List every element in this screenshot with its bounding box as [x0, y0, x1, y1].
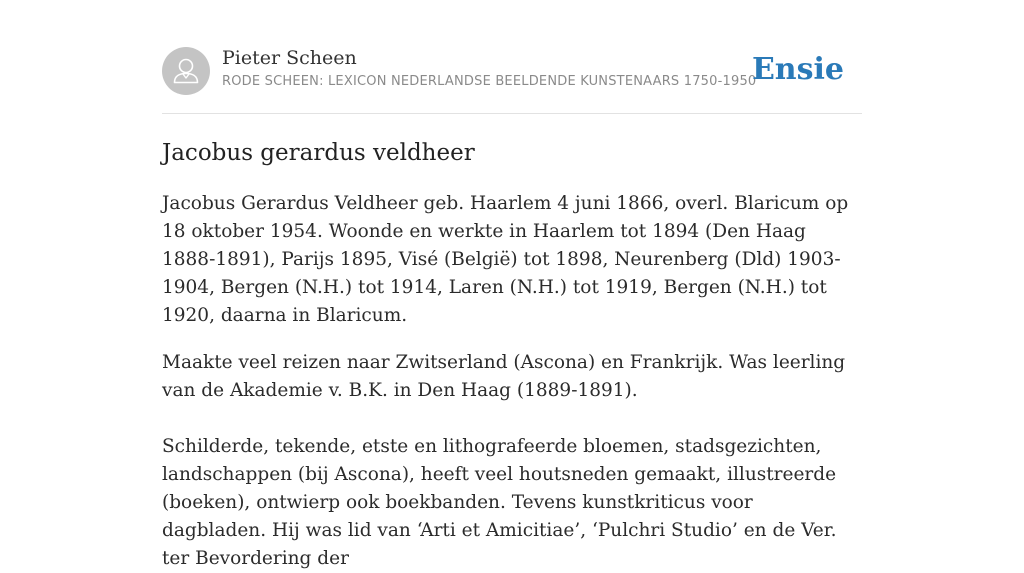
source-publication[interactable]: RODE SCHEEN: LEXICON NEDERLANDSE BEELDENDE KUNSTENAARS 1750-1950	[222, 74, 757, 89]
article-paragraph: Jacobus Gerardus Veldheer geb. Haarlem 4 juni 1866, overl. Blaricum op 18 oktober 1954. Woonde en werkte in Haarlem tot 1894 (Den Haag 1888-1891), Parijs 1895, Visé (België) tot 1898, Neurenberg (Dld) 1903-1904, Bergen (N.H.) tot 1914, Laren (N.H.) tot 1919, Bergen (N.H.) tot 1920, daarna in Blaricum.	[162, 193, 849, 326]
article-body	[162, 190, 862, 573]
article-title: Jacobus gerardus veldheer	[162, 140, 475, 166]
author-name[interactable]: Pieter Scheen	[222, 47, 357, 69]
author-header	[162, 46, 862, 98]
article-paragraph: Schilderde, tekende, etste en lithografeerde bloemen, stadsgezichten, landschappen (bij Ascona), heeft veel houtsneden gemaakt, illustreerde (boeken), ontwierp ook boekbanden. Tevens kunstkriticus voor dagbladen. Hij was lid van ‘Arti et Amicitiae’, ‘Pulchri Studio’ en de Ver. ter Bevordering der	[162, 436, 837, 569]
user-silhouette-icon	[162, 47, 210, 95]
brand-logo[interactable]: Ensie	[751, 52, 844, 87]
avatar[interactable]	[162, 47, 210, 95]
header-divider	[162, 113, 862, 114]
article-page	[162, 0, 862, 569]
article-paragraph: Maakte veel reizen naar Zwitserland (Ascona) en Frankrijk. Was leerling van de Akademie v. B.K. in Den Haag (1889-1891).	[162, 352, 846, 401]
